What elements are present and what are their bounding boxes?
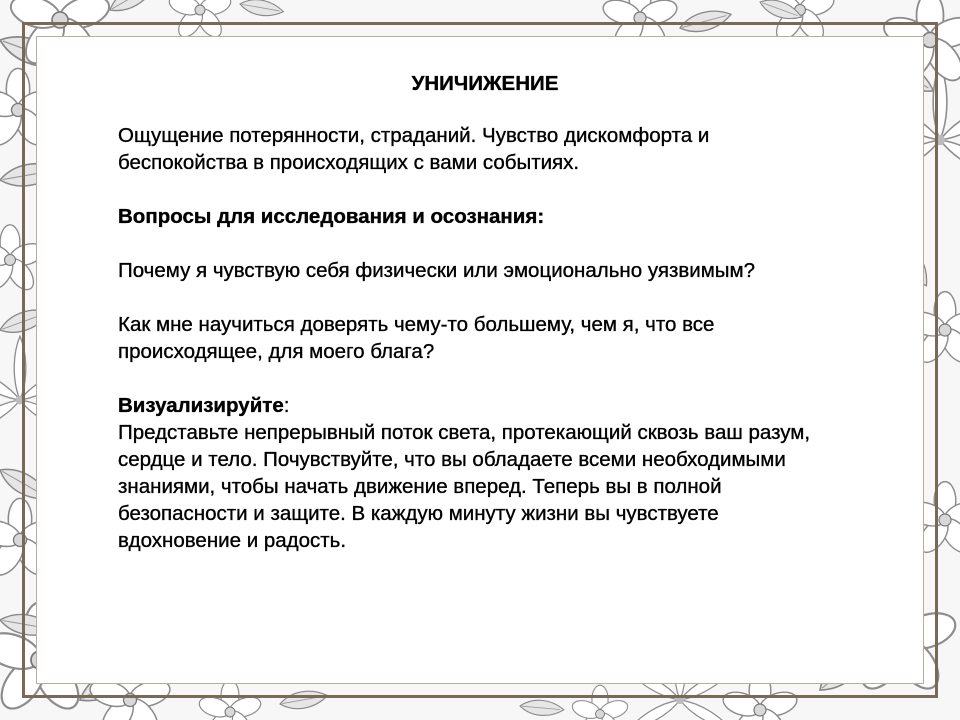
intro-paragraph: Ощущение потерянности, страданий. Чувство дискомфорта и беспокойства в происходящих с вами событиях. bbox=[118, 124, 710, 174]
question-item: Как мне научиться доверять чему-то большему, чем я, что все происходящее, для моего блага? bbox=[118, 313, 715, 363]
visualize-paragraph: Представьте непрерывный поток света, протекающий сквозь ваш разум, сердце и тело. Почувствуйте, что вы обладаете всеми необходимыми знаниями, чтобы начать движение вперед. Теперь вы в полной безопасности и защите. В каждую минуту жизни вы чувствуете вдохновение и радость. bbox=[118, 421, 811, 552]
questions-heading: Вопросы для исследования и осознания: bbox=[118, 205, 545, 228]
question-item: Почему я чувствую себя физически или эмоционально уязвимым? bbox=[118, 259, 756, 282]
document-body bbox=[118, 70, 838, 554]
visualize-heading-line bbox=[118, 392, 838, 419]
visualize-heading: Визуализируйте bbox=[118, 394, 284, 417]
page-title: УНИЧИЖЕНИЕ bbox=[411, 72, 559, 95]
visualize-heading-colon: : bbox=[283, 394, 290, 417]
